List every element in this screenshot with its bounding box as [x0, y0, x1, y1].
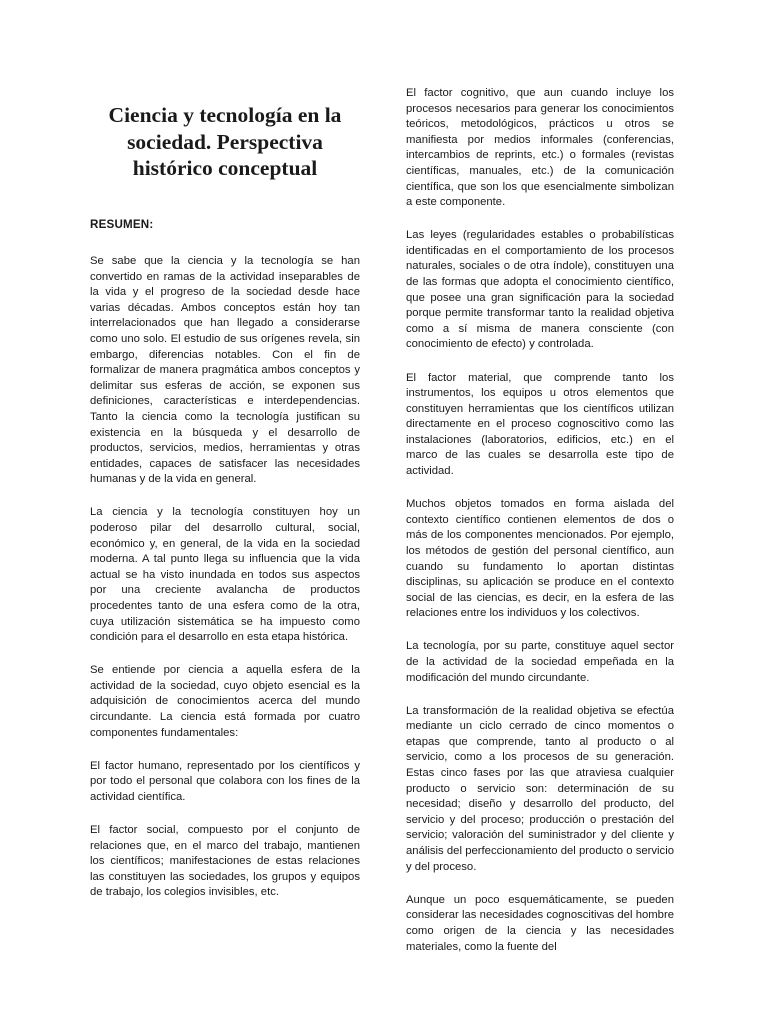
article-title: Ciencia y tecnología en la sociedad. Perspectiva histórico conceptual	[108, 103, 342, 180]
paragraph: Se entiende por ciencia a aquella esfera de la actividad de la sociedad, cuyo objeto esencial es la adquisición de conocimientos acerca del mundo circundante. La ciencia está formada por cuatro componentes fundamentales:	[90, 664, 360, 739]
paragraph: El factor cognitivo, que aun cuando incluye los procesos necesarios para generar los conocimientos teóricos, metodológicos, prácticos u otros se manifiesta por medios informales (conferencias, intercambios de reprints, etc.) o formales (revistas científicas, manuales, etc.) de la comunicación científica, que son los que esencialmente simbolizan a este componente.	[406, 87, 674, 209]
paragraph: Las leyes (regularidades estables o probabilísticas identificadas en el comportamiento de los procesos naturales, sociales o de otra índole), constituyen una de las formas que adopta el conocimiento científico, que posee una gran significación para la sociedad porque permite transformar tanto la realidad objetiva como a sí misma de manera consciente (con conocimiento de efecto) y controlada.	[406, 229, 674, 351]
paragraph: Muchos objetos tomados en forma aislada del contexto científico contienen elementos de dos o más de los componentes mencionados. Por ejemplo, los métodos de gestión del personal científico, aun cuando su fundamento lo aportan distintas disciplinas, su aplicación se produce en el contexto social de las ciencias, es decir, en la esfera de las relaciones entre los individuos y los colectivos.	[406, 498, 674, 620]
paragraph: La ciencia y la tecnología constituyen hoy un poderoso pilar del desarrollo cultural, social, económico y, en general, de la vida en la sociedad moderna. A tal punto llega su influencia que la vida actual se ha visto inundada en todos sus aspectos por una creciente avalancha de productos procedentes tanto de una esfera como de la otra, cuya utilización sistemática se ha impuesto como condición para el desarrollo en esta etapa histórica.	[90, 506, 360, 644]
paragraph: El factor social, compuesto por el conjunto de relaciones que, en el marco del trabajo, mantienen los científicos; manifestaciones de estas relaciones las constituyen las sociedades, los grupos y equipos de trabajo, los colegios invisibles, etc.	[90, 824, 360, 899]
paragraph: El factor material, que comprende tanto los instrumentos, los equipos u otros elementos que constituyen herramientas que los científicos utilizan directamente en el proceso cognoscitivo como las instalaciones (laboratorios, edificios, etc.) en el marco de las cuales se desarrolla este tipo de actividad.	[406, 371, 674, 478]
right-body	[406, 86, 674, 973]
paragraph: La tecnología, por su parte, constituye aquel sector de la actividad de la sociedad empeñada en la modificación del mundo circundante.	[406, 640, 674, 684]
paragraph: Se sabe que la ciencia y la tecnología se han convertido en ramas de la actividad inseparables de la vida y el progreso de la sociedad desde hace varias décadas. Ambos conceptos están hoy tan interrelacionados que han llegado a considerarse como uno solo. El estudio de sus orígenes revela, sin embargo, diferencias notables. Con el fin de formalizar de manera pragmática ambos conceptos y delimitar sus esferas de acción, se exponen sus definiciones, características e interdependencias. Tanto la ciencia como la tecnología justifican su existencia en la búsqueda y el desarrollo de productos, servicios, medios, herramientas y otras entidades, capaces de satisfacer las necesidades humanas y de la vida en general.	[90, 255, 360, 486]
paragraph: Aunque un poco esquemáticamente, se pueden considerar las necesidades cognoscitivas del hombre como origen de la ciencia y las necesidades materiales, como la fuente del	[406, 893, 674, 953]
paragraph: El factor humano, representado por los científicos y por todo el personal que colabora con los fines de la actividad científica.	[90, 759, 360, 803]
paragraph: La transformación de la realidad objetiva se efectúa mediante un ciclo cerrado de cinco momentos o etapas que comprende, tanto al producto o al servicio, como a los procesos de su generación. Estas cinco fases por las que atraviesa cualquier producto o servicio son: determinación de su necesidad; diseño y desarrollo del producto, del servicio y del proceso; producción o prestación del servicio; valoración del suministrador y del cliente y análisis del perfeccionamiento del producto o servicio y del proceso.	[406, 704, 674, 873]
left-body	[90, 254, 360, 918]
resumen-heading: RESUMEN:	[90, 218, 154, 231]
